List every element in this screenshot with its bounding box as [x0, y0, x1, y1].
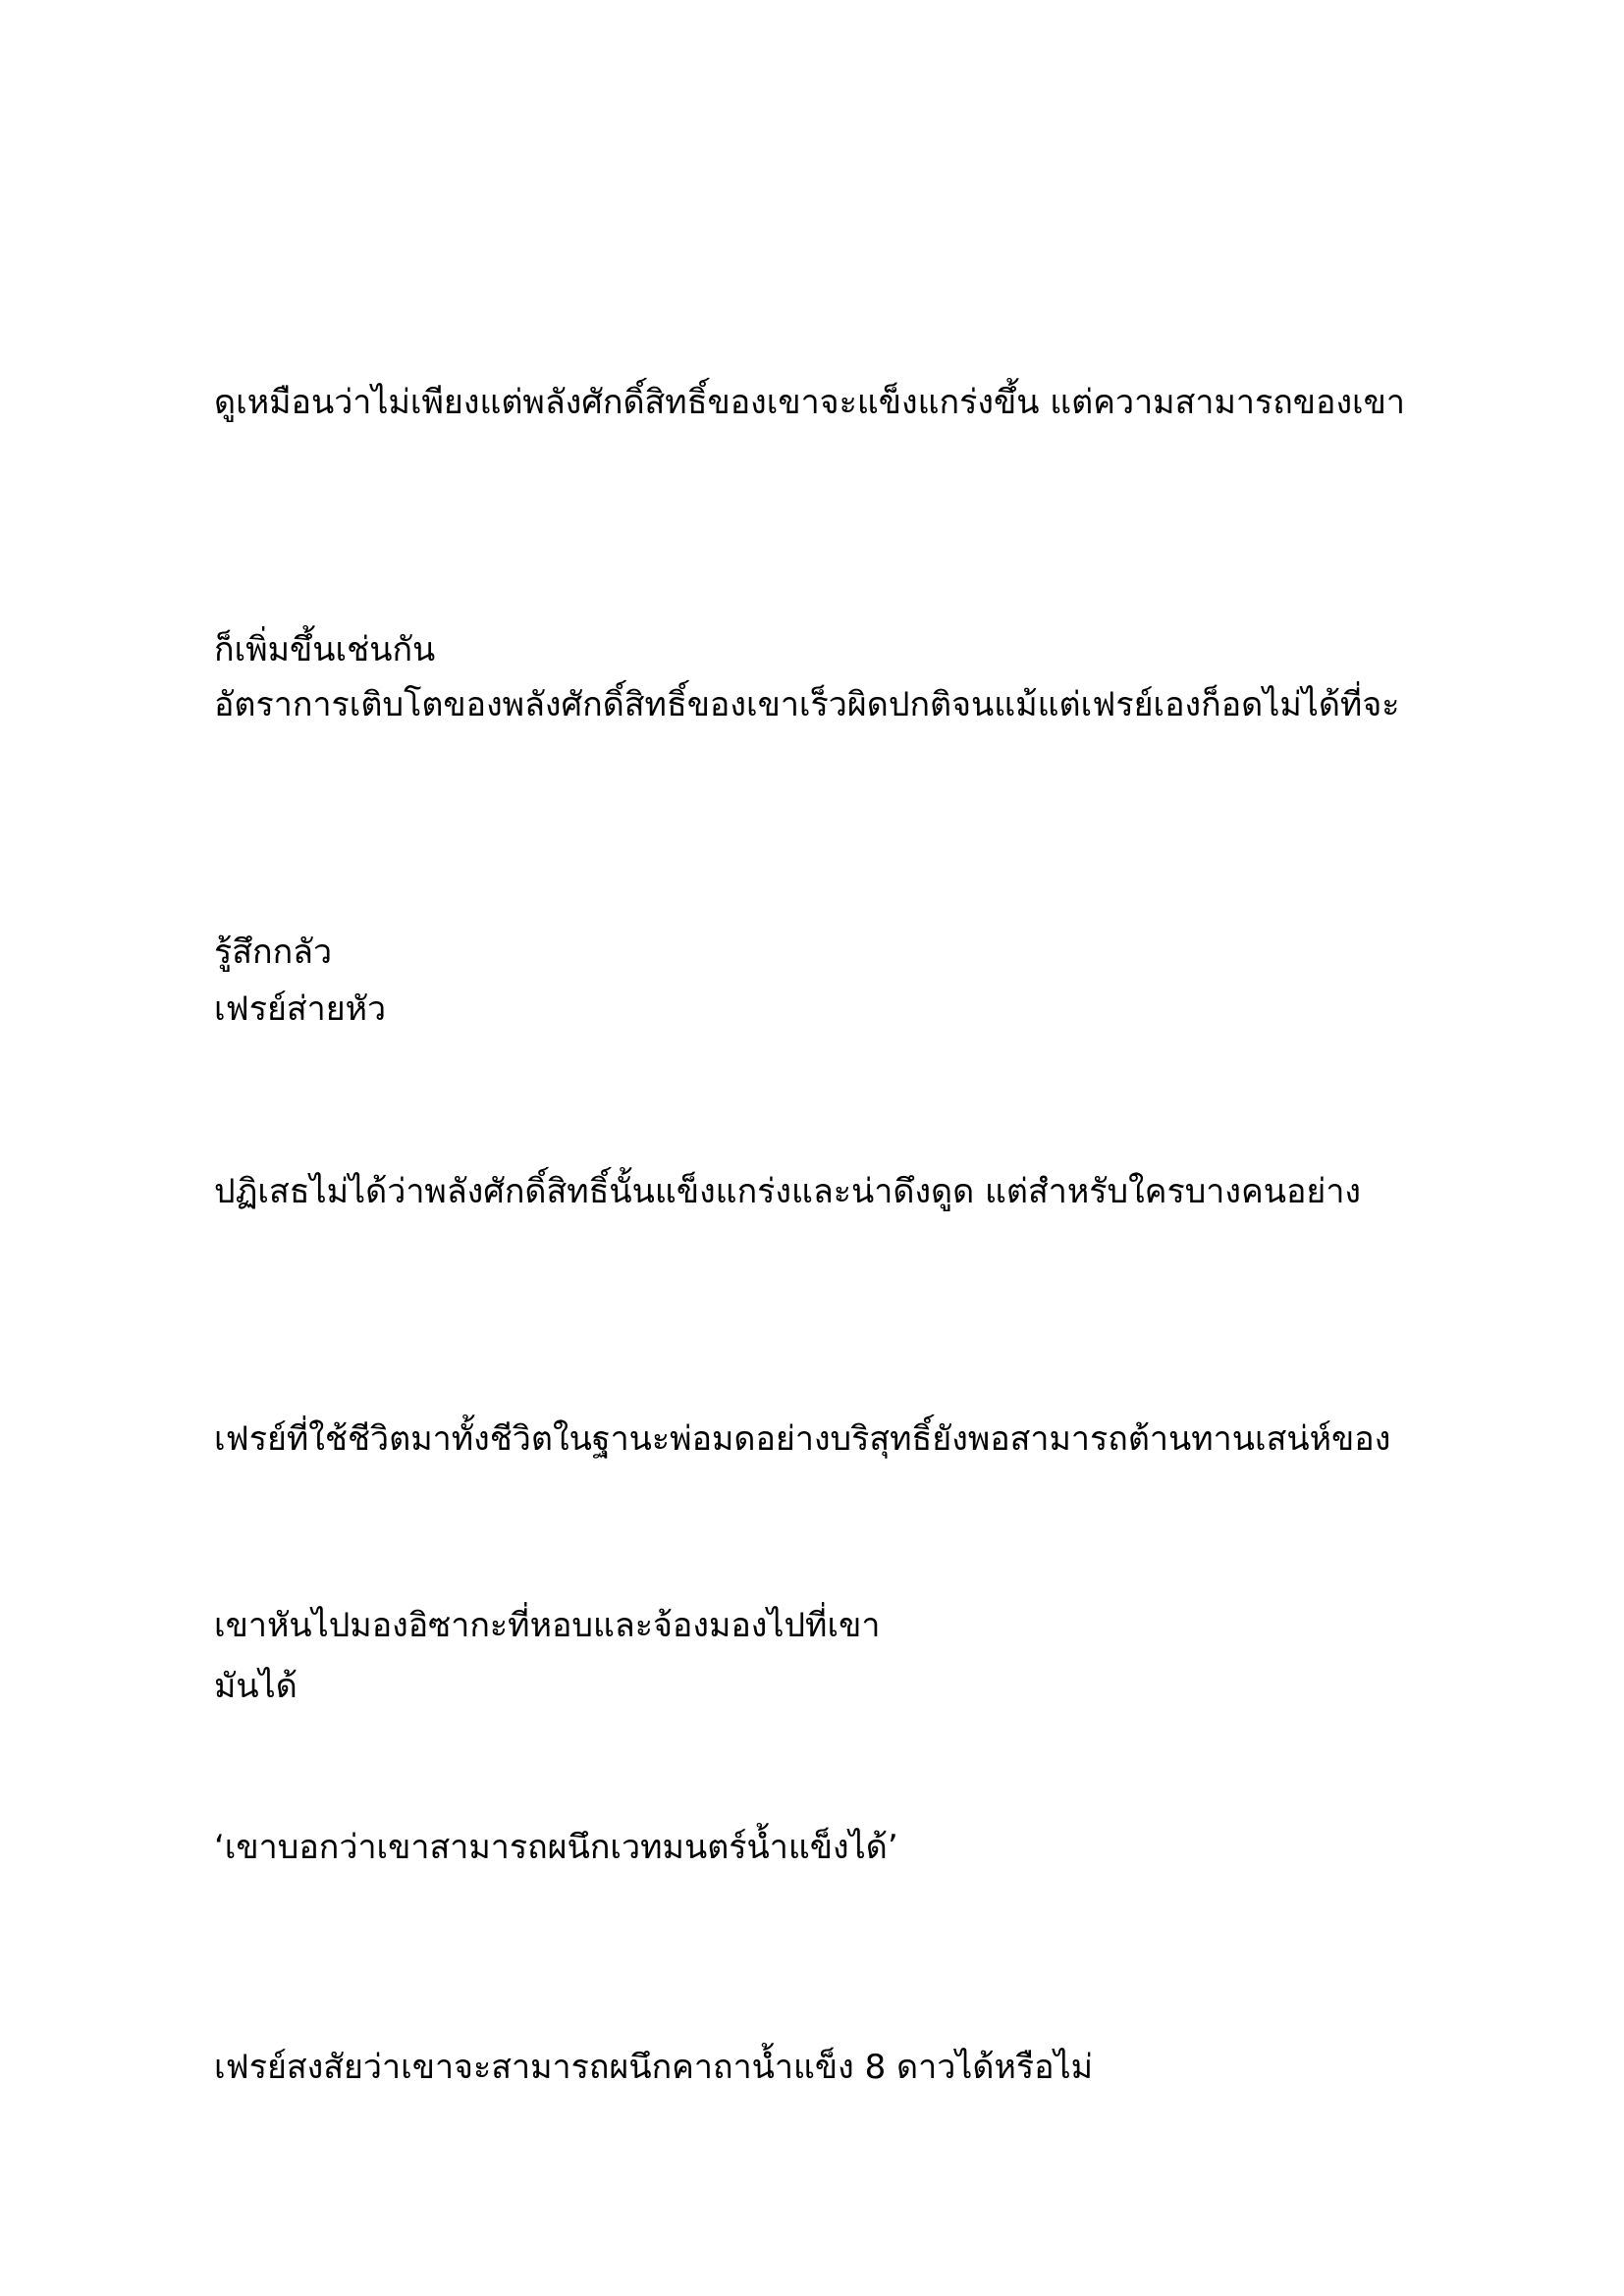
- text-line: เขาหันไปมองอิซากะที่หอบและจ้องมองไปที่เขา: [214, 1606, 881, 1645]
- text-line: ปฏิเสธไม่ได้ว่าพลังศักดิ์สิทธิ์นั้นแข็งแกร่งและน่าดึงดูด แต่สำหรับใครบางคนอย่าง: [214, 1172, 1362, 1211]
- text-line: รู้สึกกลัว: [214, 933, 333, 972]
- text-line: เฟรย์ที่ใช้ชีวิตมาทั้งชีวิตในฐานะพ่อมดอย่างบริสุทธิ์ยังพอสามารถต้านทานเสน่ห์ของ: [214, 1419, 1391, 1459]
- text-line: ก็เพิ่มขึ้นเช่นกัน: [214, 630, 436, 669]
- text-line: เฟรย์ส่ายหัว: [214, 989, 387, 1029]
- text-line: มันได้: [214, 1667, 298, 1706]
- paragraph-7: [214, 1861, 1432, 2273]
- text-line: ดูเหมือนว่าไม่เพียงแต่พลังศักดิ์สิทธิ์ของเขาจะแข็งแกร่งขึ้น แต่ความสามารถของเขา: [214, 383, 1406, 422]
- text-line: อัตราการเติบโตของพลังศักดิ์สิทธิ์ของเขาเร็วผิดปกติจนแม้แต่เฟรย์เองก็อดไม่ได้ที่จะ: [214, 685, 1400, 724]
- text-line: เฟรย์สงสัยว่าเขาจะสามารถผนึกคาถาน้ำแข็ง 8 ดาวได้หรือไม่: [214, 2048, 1094, 2087]
- text-line: ‘เขาบอกว่าเขาสามารถผนึกเวทมนตร์น้ำแข็งได้’: [214, 1828, 898, 1867]
